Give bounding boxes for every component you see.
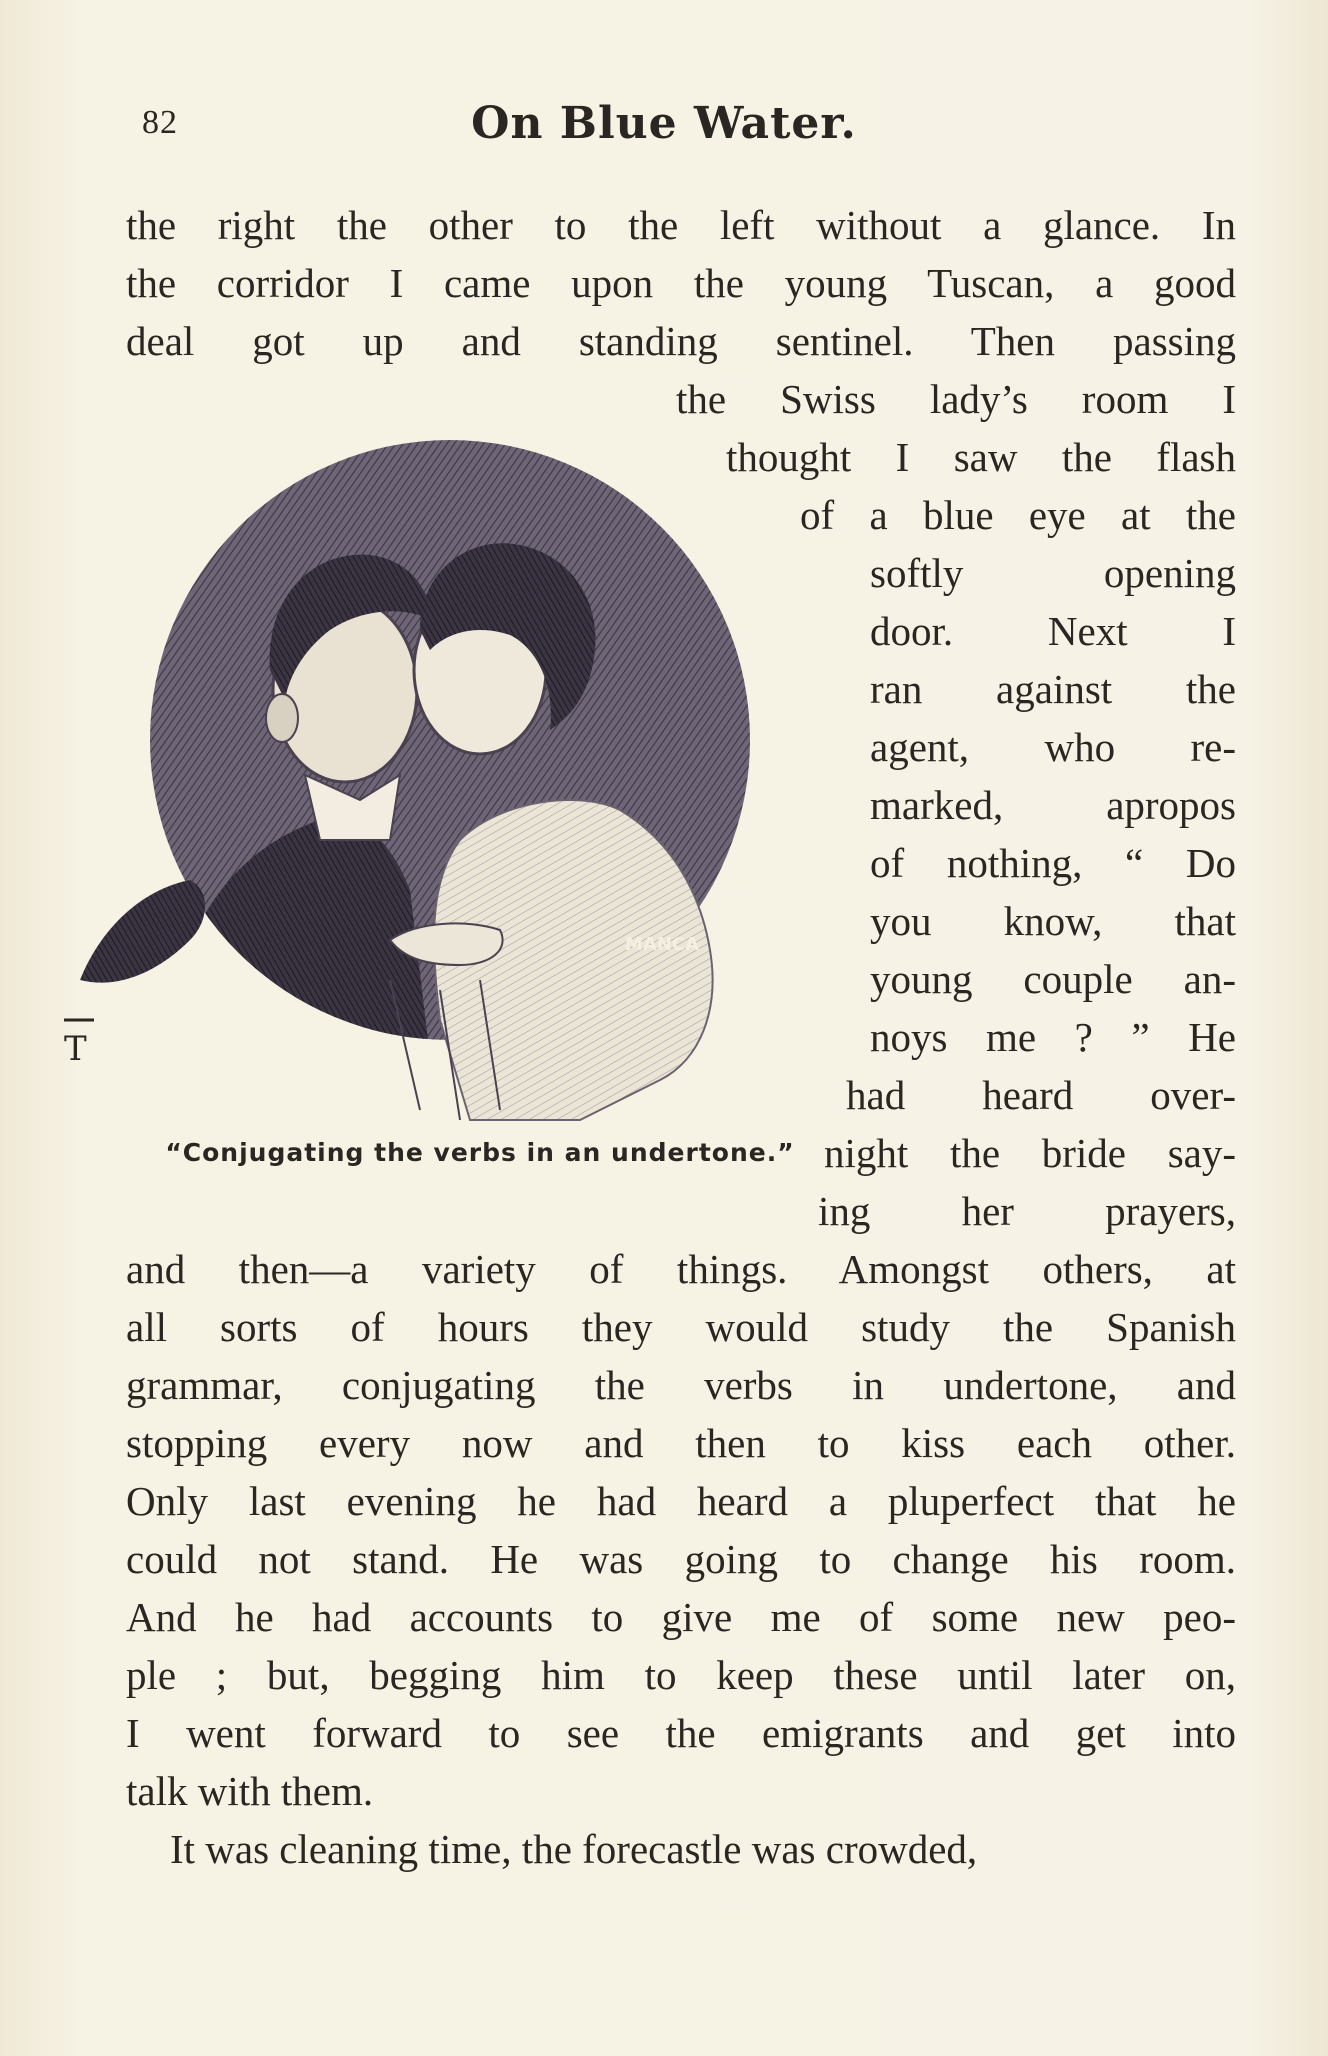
text-line: marked, apropos [870,782,1236,828]
text-line: agent, who re- [870,724,1236,770]
text-line: the right the other to the left without a glance. In [126,202,1236,248]
paragraph-start-line: It was cleaning time, the forecastle was crowded, [170,1826,978,1872]
text-line: ing her prayers, [818,1188,1236,1234]
text-line: Only last evening he had heard a pluperfect that he [126,1478,1236,1524]
text-line: you know, that [870,898,1236,944]
text-line: ran against the [870,666,1236,712]
text-line: the corridor I came upon the young Tuscan, a good [126,260,1236,306]
bottom-text-block [126,1240,1236,1878]
text-line: And he had accounts to give me of some new peo- [126,1594,1236,1640]
text-line: softly opening [870,550,1236,596]
monogram-mark: T [64,1029,87,1069]
top-text-block [126,196,1236,370]
text-line: I went forward to see the emigrants and get into [126,1710,1236,1756]
text-line: grammar, conjugating the verbs in undertone, and [126,1362,1236,1408]
text-line: of nothing, “ Do [870,840,1236,886]
text-line: door. Next I [870,608,1236,654]
engraving-illustration [60,420,850,1140]
text-line: could not stand. He was going to change his room. [126,1536,1236,1582]
page-number: 82 [142,104,178,141]
text-line: night the bride say- [824,1130,1236,1176]
text-line: deal got up and standing sentinel. Then passing [126,318,1236,364]
illustration-caption: “Conjugating the verbs in an undertone.” [165,1138,795,1167]
running-head: On Blue Water. [471,98,857,149]
text-line: all sorts of hours they would study the Spanish [126,1304,1236,1350]
text-line: ple ; but, begging him to keep these until later on, [126,1652,1236,1698]
artist-signature: MANCA [625,934,700,955]
text-line: the Swiss lady’s room I [676,376,1236,422]
text-line: noys me ? ” He [870,1014,1236,1060]
text-line: young couple an- [870,956,1236,1002]
text-line: stopping every now and then to kiss each other. [126,1420,1236,1466]
text-line: of a blue eye at the [800,492,1236,538]
text-line: had heard over- [846,1072,1236,1118]
text-line: and then—a variety of things. Amongst others, at [126,1246,1236,1292]
text-line: thought I saw the flash [726,434,1236,480]
text-line: talk with them. [126,1768,374,1814]
